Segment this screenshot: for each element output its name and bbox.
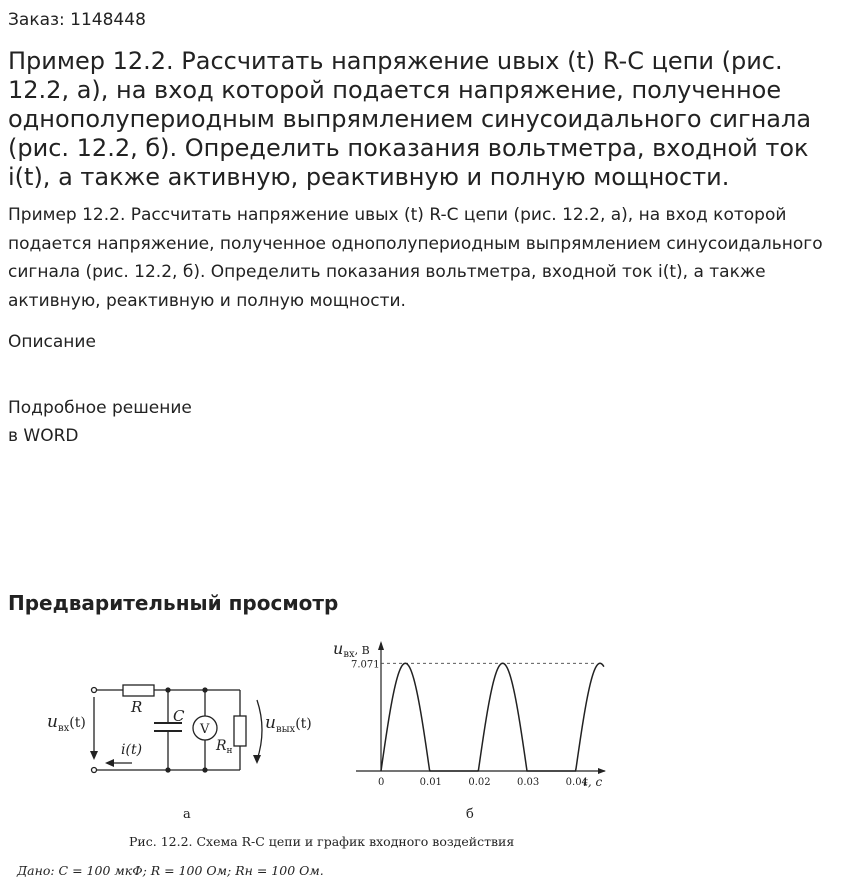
x-tick-label: 0.04 — [565, 777, 588, 788]
series-line — [381, 663, 604, 771]
circuit-diagram — [90, 685, 262, 773]
preview-heading: Предварительный просмотр — [8, 591, 339, 615]
description-label: Описание — [8, 332, 96, 352]
page-title: Пример 12.2. Рассчитать напряжение uвых (t) R-C цепи (рис. 12.2, а), на вход которой подается напряжение, полученное однополупериодным выпрямлением синусоидального сигнала (рис. 12.2, б). Определить показания вольтметра, входной ток i(t), а также активную, реактивную и полную мощности. — [8, 47, 812, 191]
task-description: Пример 12.2. Рассчитать напряжение uвых (t) R-C цепи (рис. 12.2, а), на вход которой подается напряжение, полученное однополупериодным выпрямлением синусоидального сигнала (рис. 12.2, б). Определить показания вольтметра, входной ток i(t), а также активную, реактивную и полную мощности. — [8, 205, 823, 312]
c-label: C — [173, 707, 185, 725]
input-terminal-bottom — [92, 768, 97, 773]
voltmeter-symbol: V — [200, 722, 210, 737]
input-terminal-top — [92, 688, 97, 693]
preview-figure — [0, 620, 847, 893]
resistor-rn — [234, 716, 246, 746]
u-out-label: $u_{вых}^{(t)}$ — [265, 713, 312, 735]
solution-line-2: в WORD — [8, 426, 79, 446]
label-b: б — [466, 807, 474, 822]
resistor-r — [123, 685, 154, 696]
x-axis-label: t, c — [583, 775, 603, 789]
x-axis-arrow — [598, 768, 606, 774]
solution-line-1: Подробное решение — [8, 398, 192, 418]
x-tick-label: 0.02 — [468, 777, 491, 788]
u-in-label: $u_{вх}^{(t)}$ — [47, 712, 86, 734]
x-tick-label: 0 — [378, 777, 385, 788]
y-tick-label: 7.071 — [351, 659, 380, 671]
input-graph — [333, 639, 606, 789]
given-values: Дано: C = 100 мкФ; R = 100 Ом; Rн = 100 Ом. — [17, 863, 324, 878]
figure-caption: Рис. 12.2. Схема R-C цепи и график входного воздействия — [129, 834, 515, 849]
solution-info — [8, 394, 192, 450]
x-tick-label: 0.03 — [517, 777, 540, 788]
x-tick-label: 0.01 — [419, 777, 442, 788]
r-label: R — [131, 698, 143, 716]
label-a: а — [183, 807, 191, 822]
current-label: i(t) — [121, 742, 143, 758]
y-axis-arrow — [378, 641, 384, 650]
y-axis-label: uвх, В — [333, 639, 370, 660]
order-number: Заказ: 1148448 — [8, 10, 146, 30]
rn-label: $R_н$ — [216, 738, 233, 756]
